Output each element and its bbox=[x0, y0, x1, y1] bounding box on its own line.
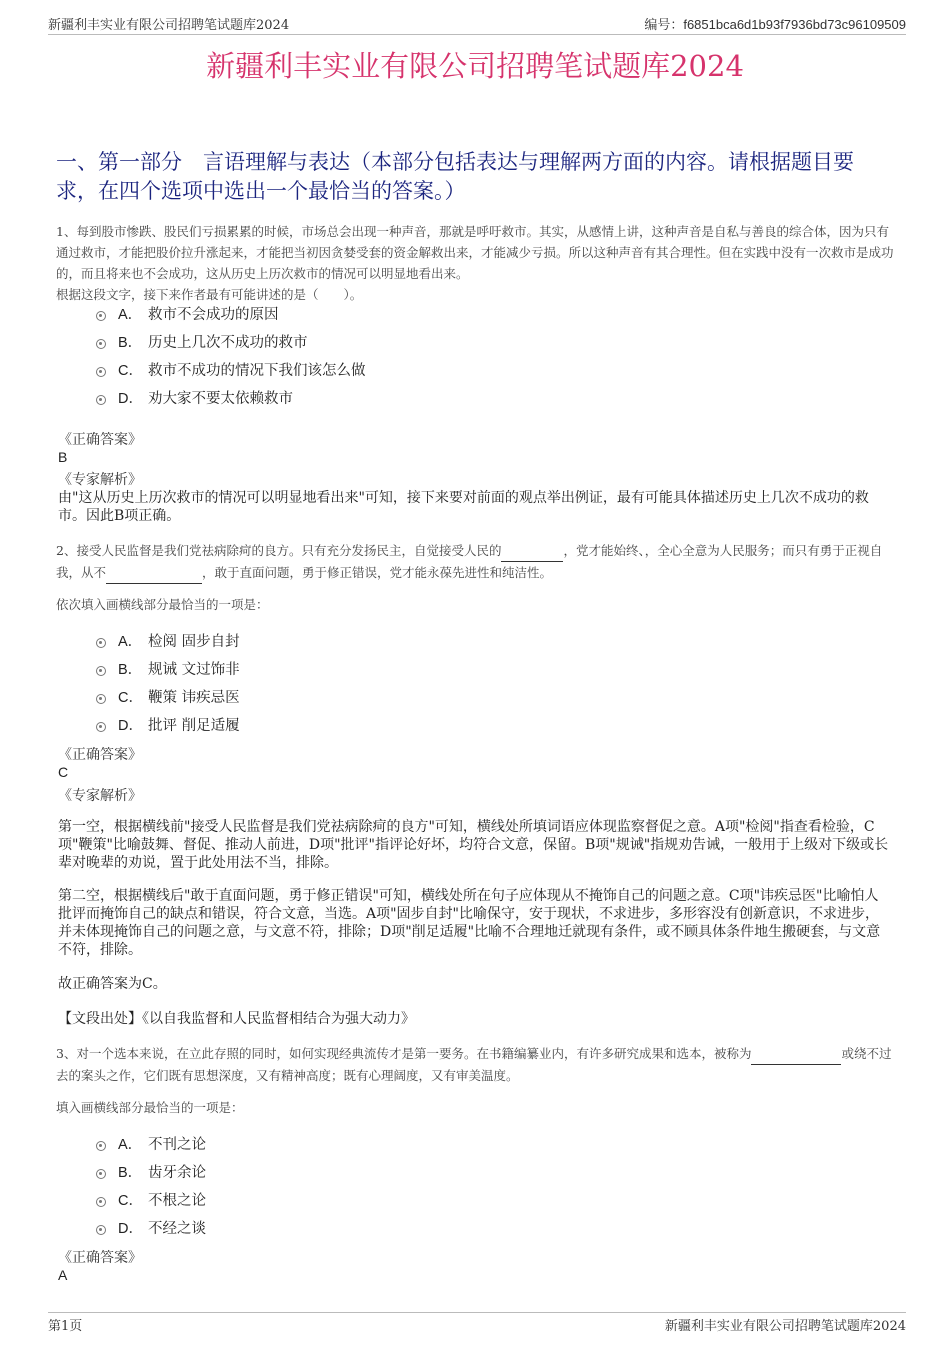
page-number: 第1页 bbox=[48, 1319, 83, 1334]
header-id: 编号：f6851bca6d1b93f7936bd73c96109509 bbox=[644, 17, 906, 32]
option-d[interactable]: D． 劝大家不要太依赖救市 bbox=[96, 383, 366, 411]
question-3-prompt: 填入画横线部分最恰当的一项是： bbox=[56, 1100, 244, 1115]
radio-icon[interactable] bbox=[96, 694, 106, 704]
option-b[interactable]: B． 齿牙余论 bbox=[96, 1157, 206, 1185]
section-heading: 一、第一部分 言语理解与表达（本部分包括表达与理解两方面的内容。请根据题目要求，在四个选项中选出一个最恰当的答案。） bbox=[56, 150, 854, 203]
radio-icon[interactable] bbox=[96, 638, 106, 648]
option-b[interactable]: B． 规诫 文过饰非 bbox=[96, 654, 240, 682]
question-2-text-b: ，党才能始终、，全心全意为人民服务；而只有勇于正视自我，从不 bbox=[56, 543, 883, 580]
analysis-conclusion: 故正确答案为C。 bbox=[58, 976, 167, 992]
question-3-text-a: 3、对一个选本来说，在立此存照的同时，如何实现经典流传才是第一要务。在书籍编纂业内，有许多研究成果和选本，被称为 bbox=[56, 1046, 752, 1061]
page-title: 新疆利丰实业有限公司招聘笔试题库2024 bbox=[206, 49, 744, 83]
question-2 bbox=[56, 540, 894, 584]
option-c[interactable]: C． 鞭策 讳疾忌医 bbox=[96, 682, 240, 710]
answer-label: 《正确答案》 bbox=[58, 1250, 142, 1266]
question-3 bbox=[56, 1043, 894, 1086]
option-b[interactable]: B． 历史上几次不成功的救市 bbox=[96, 327, 366, 355]
fill-blank bbox=[751, 1043, 841, 1065]
radio-icon[interactable] bbox=[96, 367, 106, 377]
question-1 bbox=[56, 221, 894, 305]
option-d[interactable]: D． 不经之谈 bbox=[96, 1213, 206, 1241]
option-c[interactable]: C． 不根之论 bbox=[96, 1185, 206, 1213]
radio-icon[interactable] bbox=[96, 722, 106, 732]
analysis-label: 《专家解析》 bbox=[58, 472, 142, 488]
radio-icon[interactable] bbox=[96, 1197, 106, 1207]
analysis-text: 由"这从历史上历次救市的情况可以明显地看出来"可知，接下来要对前面的观点举出例证，最有可能具体描述历史上几次不成功的救市。因此B项正确。 bbox=[58, 490, 869, 524]
answer-label: 《正确答案》 bbox=[58, 432, 142, 448]
option-c[interactable]: C． 救市不成功的情况下我们该怎么做 bbox=[96, 355, 366, 383]
radio-icon[interactable] bbox=[96, 1169, 106, 1179]
page-footer bbox=[48, 1312, 906, 1334]
question-1-text: 1、每到股市惨跌、股民们亏损累累的时候，市场总会出现一种声音，那就是呼吁救市。其实，从感情上讲，这种声音是自私与善良的综合体，因为只有通过救市，才能把股价拉升涨起来，才能把当初因贪婪受套的资金解救出来，才能减少亏损。所以这种声音有其合理性。但在实践中没有一次救市是成功的，而且将来也不会成功，这从历史上历次救市的情况可以明显地看出来。 bbox=[56, 224, 894, 281]
question-2-options bbox=[96, 626, 240, 738]
question-1-prompt: 根据这段文字，接下来作者最有可能讲述的是（ ）。 bbox=[56, 287, 363, 302]
radio-icon[interactable] bbox=[96, 395, 106, 405]
question-2-prompt: 依次填入画横线部分最恰当的一项是： bbox=[56, 597, 269, 612]
analysis-paragraph-2: 第二空，根据横线后"敢于直面问题，勇于修正错误"可知，横线处所在句子应体现从不掩饰自己的问题之意。C项"讳疾忌医"比喻怕人批评而掩饰自己的缺点和错误，符合文意，当选。A项"固步自封"比喻保守，安于现状，不求进步，多形容没有创新意识，不求进步，并未体现掩饰自己的问题之意，与文意不符，排除；D项"削足适履"比喻不合理地迁就现有条件，或不顾具体条件地生搬硬套，与文意不符，排除。 bbox=[58, 888, 881, 958]
question-1-options bbox=[96, 299, 366, 411]
question-2-text-a: 2、接受人民监督是我们党祛病除疴的良方。只有充分发扬民主，自觉接受人民的 bbox=[56, 543, 502, 558]
answer-value: A bbox=[58, 1267, 68, 1283]
header-title: 新疆利丰实业有限公司招聘笔试题库2024 bbox=[48, 18, 290, 33]
question-3-options bbox=[96, 1129, 206, 1241]
option-d[interactable]: D． 批评 削足适履 bbox=[96, 710, 240, 738]
question-2-text-c: ，敢于直面问题，勇于修正错误，党才能永葆先进性和纯洁性。 bbox=[202, 565, 553, 580]
radio-icon[interactable] bbox=[96, 1141, 106, 1151]
option-a[interactable]: A． 检阅 固步自封 bbox=[96, 626, 240, 654]
source-citation: 【文段出处】《以自我监督和人民监督相结合为强大动力》 bbox=[58, 1011, 415, 1027]
fill-blank bbox=[106, 562, 202, 584]
question-3-text-b: 或绕不过去的案头之作，它们既有思想深度，又有精神高度；既有心理阔度，又有审美温度。 bbox=[56, 1046, 892, 1083]
answer-label: 《正确答案》 bbox=[58, 747, 142, 763]
option-a[interactable]: A． 不刊之论 bbox=[96, 1129, 206, 1157]
option-a[interactable]: A． 救市不会成功的原因 bbox=[96, 299, 366, 327]
page-header bbox=[48, 14, 906, 35]
radio-icon[interactable] bbox=[96, 666, 106, 676]
footer-title: 新疆利丰实业有限公司招聘笔试题库2024 bbox=[664, 1319, 906, 1334]
analysis-label: 《专家解析》 bbox=[58, 788, 142, 804]
radio-icon[interactable] bbox=[96, 339, 106, 349]
answer-value: B bbox=[58, 449, 68, 465]
answer-value: C bbox=[58, 764, 69, 780]
fill-blank bbox=[501, 540, 563, 562]
radio-icon[interactable] bbox=[96, 1225, 106, 1235]
analysis-paragraph-1: 第一空，根据横线前"接受人民监督是我们党祛病除疴的良方"可知，横线处所填词语应体现监察督促之意。A项"检阅"指查看检验，C项"鞭策"比喻鼓舞、督促、推动人前进，D项"批评"指评论好坏，均符合文意，保留。B项"规诫"指规劝告诫，一般用于上级对下级或长辈对晚辈的劝说，置于此处用法不当，排除。 bbox=[58, 819, 889, 871]
radio-icon[interactable] bbox=[96, 311, 106, 321]
